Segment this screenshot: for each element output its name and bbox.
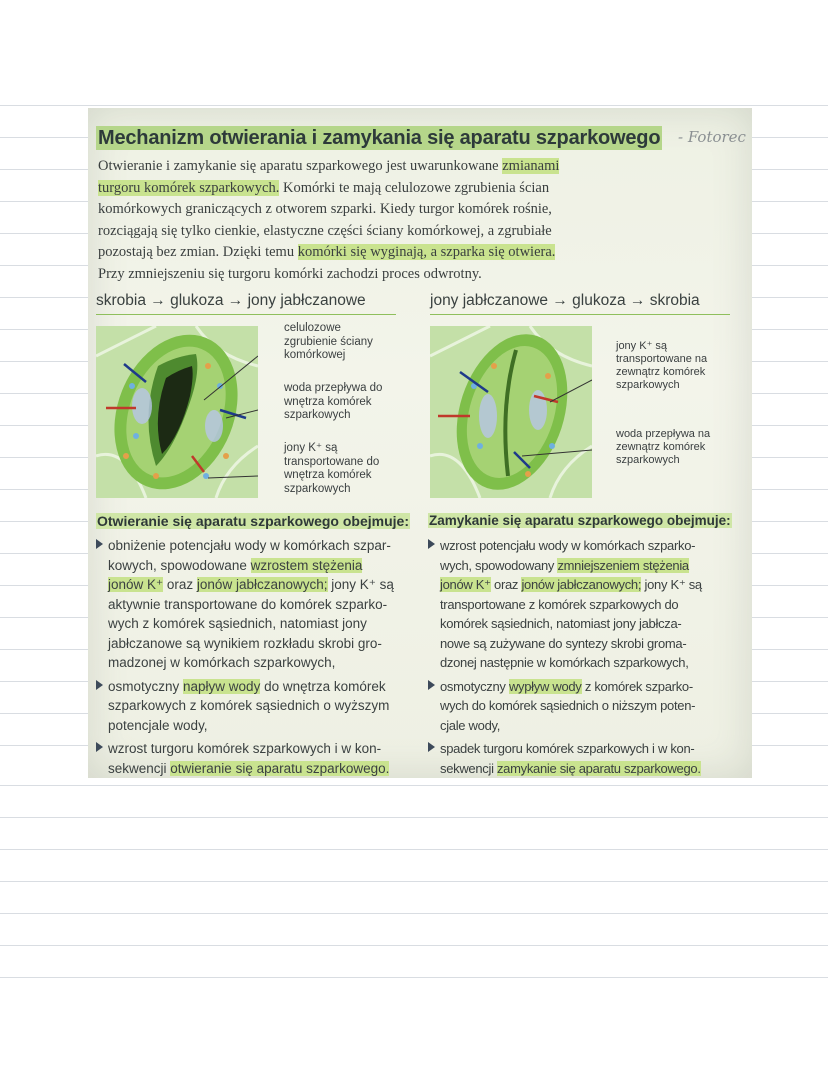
page-title: Mechanizm otwierania i zamykania się aparatu szparkowego: [98, 127, 661, 149]
closing-list: [428, 536, 738, 778]
notebook-rule: [0, 105, 828, 106]
list-item: wzrost turgoru komórek szparkowych i w kon- sekwencji otwieranie się aparatu szparkowego.: [96, 739, 406, 778]
list-item: spadek turgoru komórek szparkowych i w kon- sekwencji zamykanie się aparatu szparkowego.: [428, 739, 738, 778]
label-cellulose-wall: celulozowe zgrubienie ściany komórkowej: [284, 322, 373, 361]
bullet-triangle-icon: [428, 742, 435, 752]
closed-stoma-diagram: [430, 326, 592, 498]
list-item: osmotyczny wypływ wody z komórek szparko- wych do komórek sąsiednich o niższym poten- cjale wody,: [428, 677, 738, 736]
intro-paragraph: [98, 156, 618, 285]
label-ions-in: jony K⁺ są transportowane do wnętrza komórek szparkowych: [284, 442, 380, 495]
intro-line: Otwieranie i zamykanie się aparatu szparkowego jest uwarunkowane zmianami: [98, 158, 560, 174]
notebook-rule: [0, 977, 828, 978]
notebook-rule: [0, 881, 828, 882]
intro-line: Przy zmniejszeniu się turgoru komórki zachodzi proces odwrotny.: [98, 265, 482, 282]
notebook-rule: [0, 849, 828, 850]
bullet-triangle-icon: [96, 539, 103, 549]
intro-line: rozciągają się tylko cienkie, elastyczne części ściany komórkowej, a zgrubiałe: [98, 222, 552, 239]
notebook-rule: [0, 913, 828, 914]
flow-opening: skrobia → glukoza → jony jabłczanowe: [96, 292, 396, 315]
notebook-rule: [0, 785, 828, 786]
notebook-rule: [0, 945, 828, 946]
bullet-triangle-icon: [428, 680, 435, 690]
list-item: obniżenie potencjału wody w komórkach szpar- kowych, spowodowane wzrostem stężenia jonów K⁺ oraz jonów jabłczanowych; jony K⁺ są aktywnie transportowane do komórek szparko- wych z komórek sąsiednich, natomiast jony jabłczanowe są wynikiem rozkładu skrobi gro- madzonej w komórkach szparkowych,: [96, 536, 406, 673]
opening-heading: Otwieranie się aparatu szparkowego obejmuje:: [97, 513, 409, 529]
flow-closing: jony jabłczanowe → glukoza → skrobia: [430, 292, 730, 315]
intro-line: pozostają bez zmian. Dzięki temu komórki się wyginają, a szparka się otwiera.: [98, 244, 556, 260]
label-ions-out: jony K⁺ są transportowane na zewnątrz komórek szparkowych: [616, 340, 708, 391]
bullet-triangle-icon: [96, 742, 103, 752]
notebook-rule: [0, 817, 828, 818]
list-item: osmotyczny napływ wody do wnętrza komórek szparkowych z komórek sąsiednich o wyższym potencjale wody,: [96, 677, 406, 736]
intro-line: turgoru komórek szparkowych. Komórki te mają celulozowe zgrubienia ścian: [98, 179, 550, 196]
opening-list: [96, 536, 406, 778]
bullet-triangle-icon: [428, 539, 435, 549]
textbook-photo: [88, 108, 752, 778]
closing-heading: Zamykanie się aparatu szparkowego obejmuje:: [429, 513, 731, 528]
label-water-in: woda przepływa do wnętrza komórek szparkowych: [284, 382, 383, 421]
intro-line: komórkowych graniczących z otworem szparki. Kiedy turgor komórek rośnie,: [98, 201, 552, 217]
handwritten-note: - Fotorec: [678, 128, 746, 146]
open-stoma-diagram: [96, 326, 258, 498]
bullet-triangle-icon: [96, 680, 103, 690]
list-item: wzrost potencjału wody w komórkach szparko- wych, spowodowany zmniejszeniem stężenia jonów K⁺ oraz jonów jabłczanowych; jony K⁺ są transportowane z komórek szparkowych do komórek sąsiednich, natomiast jony jabłcza- nowe są zużywane do syntezy skrobi groma- dzonej następnie w komórkach szparkowych,: [428, 536, 738, 673]
label-water-out: woda przepływa na zewnątrz komórek szparkowych: [616, 428, 711, 466]
